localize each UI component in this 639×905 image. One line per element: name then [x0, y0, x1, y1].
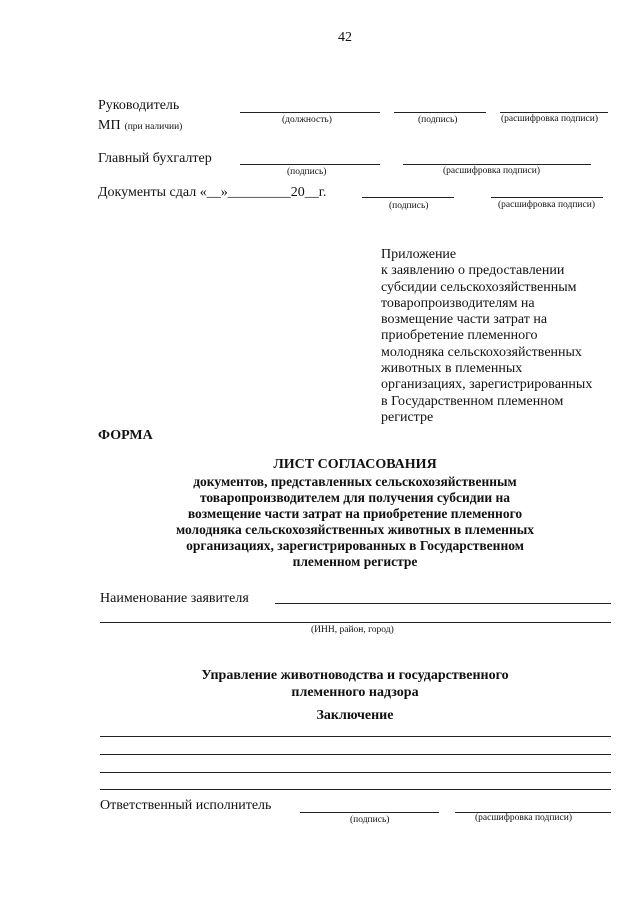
department-line: Управление животноводства и государственного	[201, 668, 509, 683]
chief-accountant-signature-line[interactable]	[240, 164, 380, 165]
head-signature-caption: (подпись)	[418, 115, 458, 125]
form-label: ФОРМА	[98, 428, 153, 443]
form-subtitle-line: организациях, зарегистрированных в Государственном	[186, 538, 524, 553]
chief-accountant-label: Главный бухгалтер	[98, 151, 212, 166]
documents-decoding-line[interactable]	[491, 197, 603, 198]
appendix-line: Приложение	[381, 247, 457, 262]
page-number: 42	[338, 30, 352, 45]
mp-label: МП	[98, 118, 121, 133]
form-subtitle-line: товаропроизводителем для получения субсидии на	[199, 490, 511, 505]
conclusion-label: Заключение	[316, 708, 394, 723]
appendix-line: товаропроизводителям на	[381, 295, 535, 311]
appendix-line: приобретение племенного	[381, 328, 538, 344]
appendix-line: возмещение части затрат на	[381, 312, 548, 328]
documents-decoding-caption: (расшифровка подписи)	[498, 200, 595, 210]
executor-signature-caption: (подпись)	[350, 815, 390, 825]
head-signature-line[interactable]	[394, 112, 486, 113]
documents-signature-line[interactable]	[362, 197, 454, 198]
chief-accountant-signature-caption: (подпись)	[287, 167, 327, 177]
appendix-note	[381, 247, 592, 426]
mp-label-row	[98, 116, 182, 134]
conclusion-line-2[interactable]	[100, 754, 611, 755]
applicant-details-line[interactable]	[100, 622, 611, 623]
conclusion-line-1[interactable]	[100, 736, 611, 737]
head-decoding-caption: (расшифровка подписи)	[501, 114, 598, 124]
form-subtitle-line: документов, представленных сельскохозяйственным	[193, 474, 517, 489]
appendix-line: к заявлению о предоставлении	[381, 263, 565, 279]
head-position-caption: (должность)	[282, 115, 332, 125]
form-subtitle-line: племенном регистре	[292, 554, 418, 569]
documents-signature-caption: (подпись)	[389, 201, 429, 211]
form-subtitle	[120, 474, 590, 570]
applicant-label: Наименование заявителя	[100, 591, 249, 606]
appendix-line: животных в племенных	[381, 361, 523, 377]
head-label: Руководитель	[98, 98, 180, 113]
form-subtitle-line: возмещение части затрат на приобретение племенного	[187, 506, 523, 521]
form-subtitle-line: молодняка сельскохозяйственных животных в племенных	[175, 522, 535, 537]
executor-decoding-caption: (расшифровка подписи)	[475, 813, 572, 823]
department-line: племенного надзора	[291, 685, 419, 700]
conclusion-line-3[interactable]	[100, 772, 611, 773]
chief-accountant-decoding-caption: (расшифровка подписи)	[443, 166, 540, 176]
conclusion-line-4[interactable]	[100, 789, 611, 790]
department-name	[120, 667, 590, 701]
appendix-line: организациях, зарегистрированных	[381, 377, 593, 393]
chief-accountant-decoding-line[interactable]	[403, 164, 591, 165]
appendix-line: в Государственном племенном	[381, 393, 564, 409]
mp-note: (при наличии)	[124, 122, 183, 132]
head-decoding-line[interactable]	[500, 112, 608, 113]
appendix-line: субсидии сельскохозяйственным	[381, 279, 577, 295]
documents-submitted-label: Документы сдал «__»_________20__г.	[98, 185, 327, 200]
appendix-line: молодняка сельскохозяйственных	[381, 344, 582, 360]
executor-signature-line[interactable]	[300, 812, 439, 813]
executor-label: Ответственный исполнитель	[100, 798, 272, 813]
applicant-details-caption: (ИНН, район, город)	[311, 625, 394, 635]
head-position-line[interactable]	[240, 112, 380, 113]
appendix-line: регистре	[381, 409, 434, 425]
form-title: ЛИСТ СОГЛАСОВАНИЯ	[273, 457, 437, 472]
applicant-name-line[interactable]	[275, 603, 611, 604]
